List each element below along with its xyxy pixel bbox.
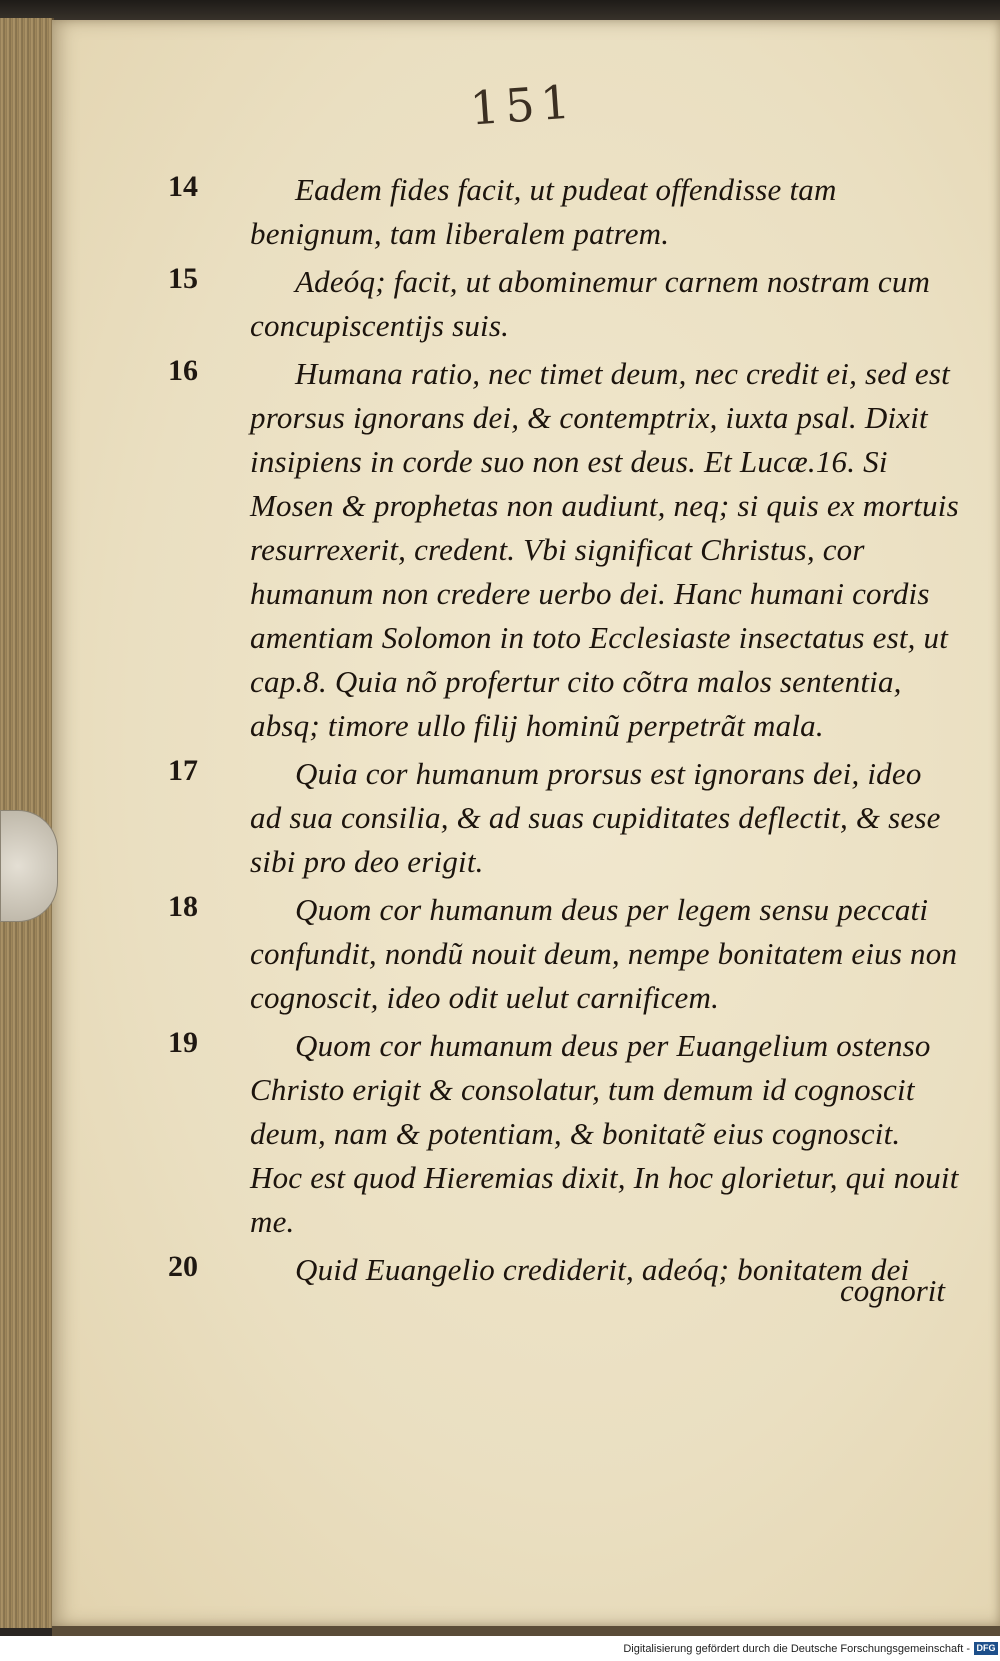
thesis-text: Quom cor humanum deus per Euangelium ostenso Christo erigit & consolatur, tum demum id cognoscit deum, nam & potentiam, & bonitatẽ eius cognoscit. Hoc est quod Hieremias dixit, In hoc glorietur, qui nouit me.: [250, 1028, 959, 1239]
thesis-text: Humana ratio, nec timet deum, nec credit ei, sed est prorsus ignorans dei, & contemptrix, iuxta psal. Dixit insipiens in corde suo non est deus. Et Lucæ.16. Si Mosen & prophetas non audiunt, neq; si quis ex mortuis resurrexerit, credent. Vbi significat Christus, cor humanum non credere uerbo dei. Hanc humani cordis amentiam Solomon in toto Ecclesiaste insectatus est, ut cap.8. Quia nõ profertur cito cõtra malos sententia, absq; timore ullo filij hominũ perpetrãt mala.: [250, 356, 959, 743]
handwritten-page-number: 151: [468, 74, 578, 136]
thesis-number: 15: [168, 262, 198, 295]
thesis-number: 19: [168, 1026, 198, 1059]
thesis-text: Eadem fides facit, ut pudeat offendisse tam benignum, tam liberalem patrem.: [250, 172, 837, 251]
catchword: cognorit: [839, 1273, 945, 1308]
thesis-text: Quid Euangelio crediderit, adeóq; bonitatem dei: [295, 1252, 910, 1287]
theses-list: [168, 168, 960, 1292]
thesis-number: 20: [168, 1250, 198, 1283]
thesis-number: 18: [168, 890, 198, 923]
thesis-number: 16: [168, 354, 198, 387]
scan-top-edge: [0, 0, 1000, 22]
thesis-text: Adeóq; facit, ut abominemur carnem nostram cum concupiscentijs suis.: [250, 264, 931, 343]
thesis-text: Quom cor humanum deus per legem sensu peccati confundit, nondũ nouit deum, nempe bonitatem eius non cognoscit, ideo odit uelut carnificem.: [250, 892, 958, 1015]
thesis-18: [168, 888, 960, 1020]
thesis-19: [168, 1024, 960, 1244]
thesis-15: [168, 260, 960, 348]
scan-bottom-edge: [52, 1626, 1000, 1636]
thesis-14: [168, 168, 960, 256]
thesis-17: [168, 752, 960, 884]
thesis-number: 14: [168, 170, 198, 203]
page-clip: [0, 810, 58, 922]
dfg-logo-icon: DFG: [974, 1642, 998, 1655]
thesis-number: 17: [168, 754, 198, 787]
thesis-16: [168, 352, 960, 748]
thesis-text: Quia cor humanum prorsus est ignorans dei, ideo ad sua consilia, & ad suas cupiditates deflectit, & sese sibi pro deo erigit.: [250, 756, 941, 879]
funding-credit: Digitalisierung gefördert durch die Deutsche Forschungsgemeinschaft -: [623, 1643, 970, 1655]
